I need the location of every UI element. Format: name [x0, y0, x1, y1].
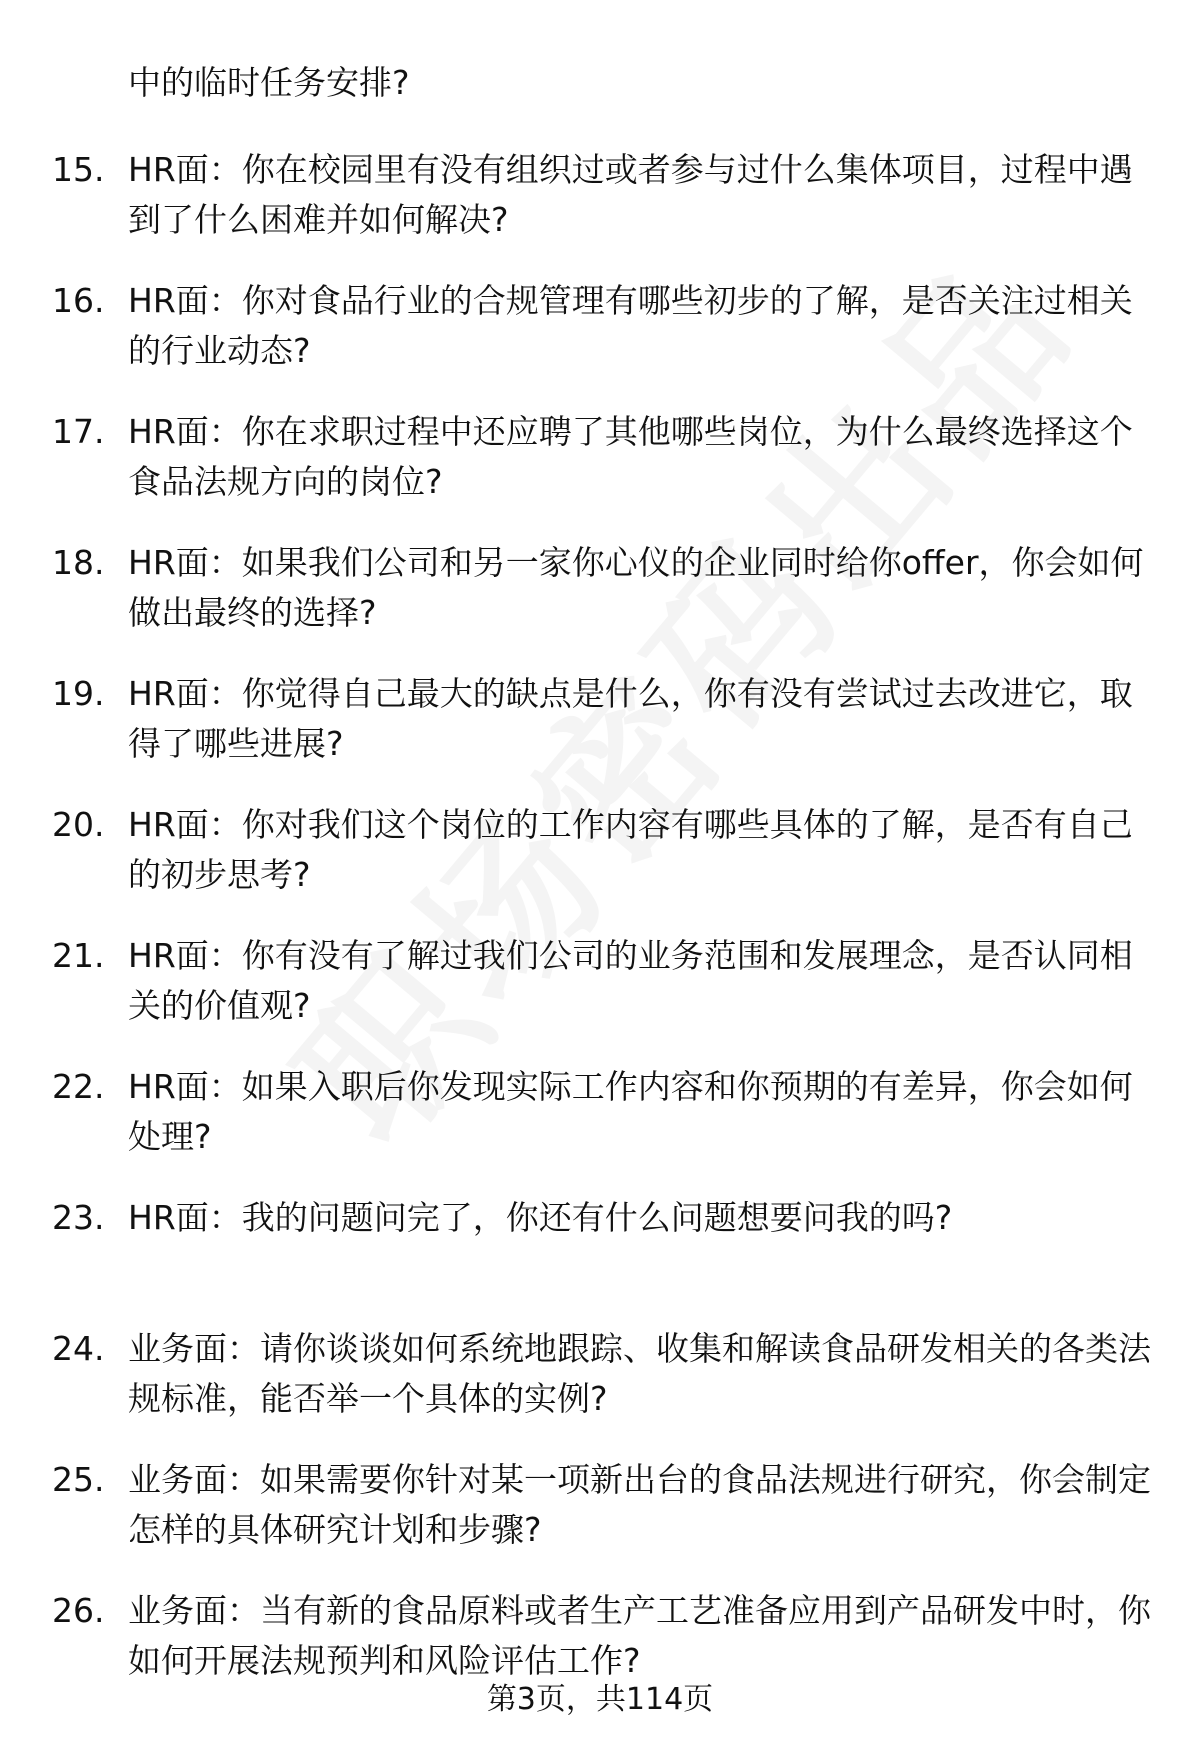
continued-question-text: 中的临时任务安排?: [128, 63, 410, 102]
question-text: HR面：你在求职过程中还应聘了其他哪些岗位，为什么最终选择这个食品法规方向的岗位?: [128, 412, 1133, 501]
question-number: 16.: [52, 281, 105, 320]
question-item: [0, 276, 1200, 407]
question-text: HR面：你对我们这个岗位的工作内容有哪些具体的了解，是否有自己的初步思考?: [128, 805, 1133, 894]
question-number: 20.: [52, 805, 105, 844]
question-number: 18.: [52, 543, 105, 582]
question-item: [0, 1324, 1200, 1455]
question-number: 19.: [52, 674, 105, 713]
question-item: [0, 1193, 1200, 1324]
question-number: 22.: [52, 1067, 105, 1106]
question-number: 17.: [52, 412, 105, 451]
question-number: 24.: [52, 1329, 105, 1368]
question-number: 23.: [52, 1198, 105, 1237]
question-item: [0, 800, 1200, 931]
question-number: 21.: [52, 936, 105, 975]
question-text: HR面：你在校园里有没有组织过或者参与过什么集体项目，过程中遇到了什么困难并如何解决?: [128, 150, 1133, 239]
question-text: HR面：如果我们公司和另一家你心仪的企业同时给你offer，你会如何做出最终的选择?: [128, 543, 1144, 632]
question-item: [0, 931, 1200, 1062]
question-item: [0, 538, 1200, 669]
page-footer: 第3页，共114页: [486, 1682, 714, 1717]
question-item: [0, 1062, 1200, 1193]
question-text: HR面：如果入职后你发现实际工作内容和你预期的有差异，你会如何处理?: [128, 1067, 1133, 1156]
question-number: 15.: [52, 150, 105, 189]
question-item: [0, 145, 1200, 276]
question-text: 业务面：请你谈谈如何系统地跟踪、收集和解读食品研发相关的各类法规标准，能否举一个具体的实例?: [128, 1329, 1151, 1418]
question-number: 26.: [52, 1591, 105, 1630]
question-list: [0, 145, 1200, 1717]
question-text: 业务面：如果需要你针对某一项新出台的食品法规进行研究，你会制定怎样的具体研究计划和步骤?: [128, 1460, 1151, 1549]
question-text: HR面：你觉得自己最大的缺点是什么，你有没有尝试过去改进它，取得了哪些进展?: [128, 674, 1133, 763]
question-text: 业务面：当有新的食品原料或者生产工艺准备应用到产品研发中时，你如何开展法规预判和风险评估工作?: [128, 1591, 1151, 1680]
question-item: [0, 407, 1200, 538]
question-item: [0, 669, 1200, 800]
question-text: HR面：我的问题问完了，你还有什么问题想要问我的吗?: [128, 1198, 953, 1237]
question-number: 25.: [52, 1460, 105, 1499]
question-item: [0, 1455, 1200, 1586]
question-text: HR面：你有没有了解过我们公司的业务范围和发展理念，是否认同相关的价值观?: [128, 936, 1133, 1025]
question-text: HR面：你对食品行业的合规管理有哪些初步的了解，是否关注过相关的行业动态?: [128, 281, 1133, 370]
